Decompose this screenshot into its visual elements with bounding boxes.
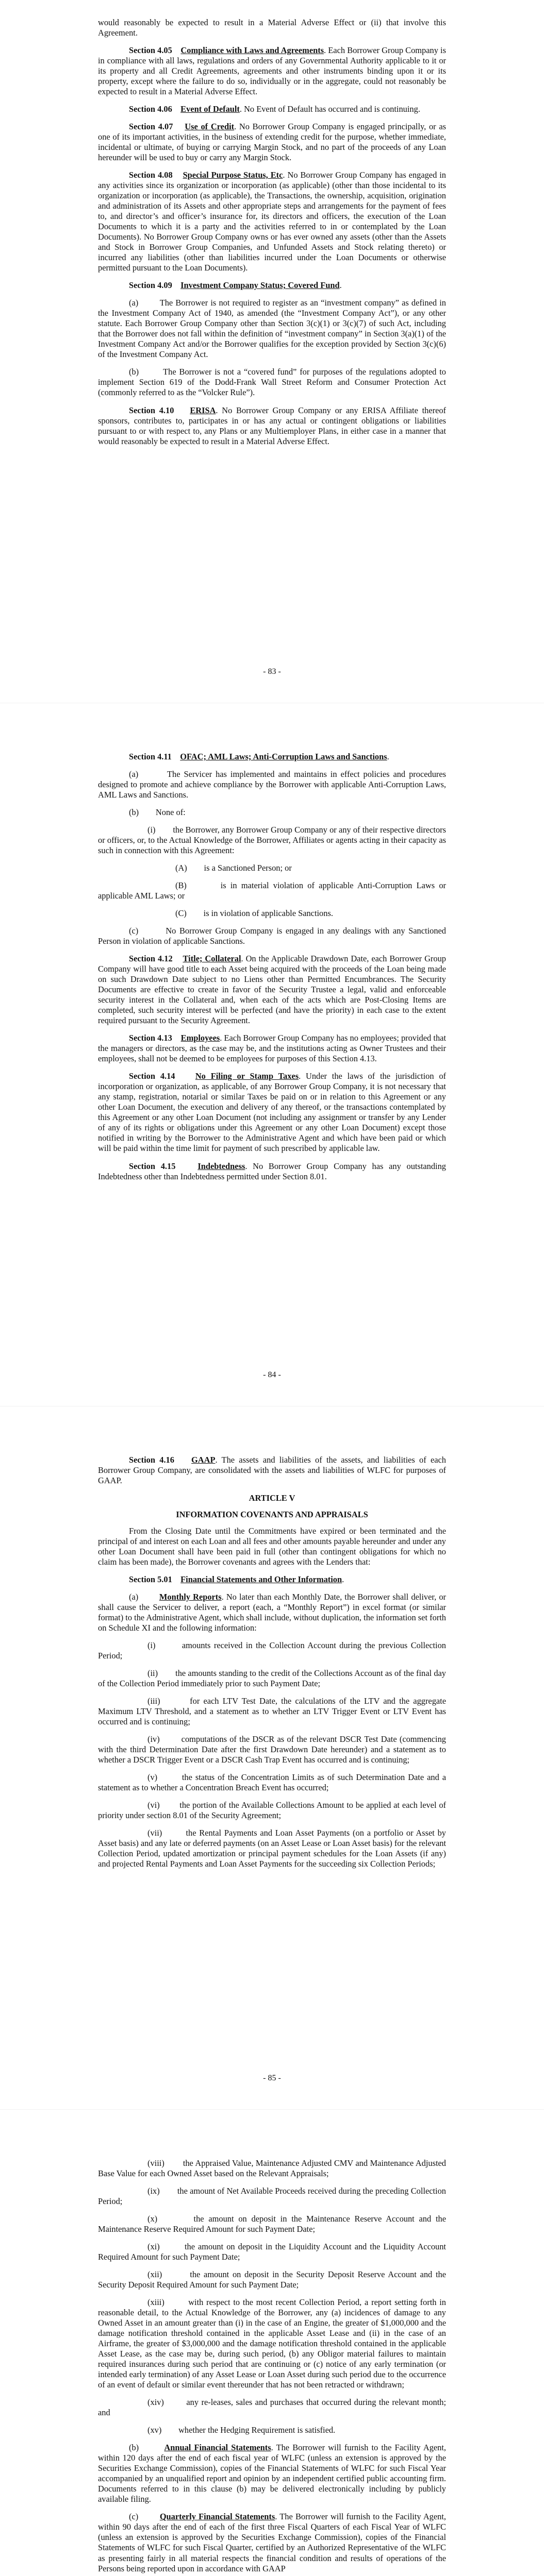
- clause-a: (a) The Borrower is not required to register as an “investment company” as defined in the Investment Company Act of 1940, as amended (the “Investment Company Act”), or any other statute. Each Borrower Group Company other than Section 3(c)(1) or 3(c)(7) of such Act, including that the Borrower does not fall within the definition of “investment company” in Section 3(a)(1) of the Investment Company Act and/or the Borrower qualifies for the exception provided by Section 3(c)(6) of the Investment Company Act.: [98, 298, 446, 360]
- subclause: (xv) whether the Hedging Requirement is satisfied.: [147, 2425, 336, 2435]
- paragraph: would reasonably be expected to result in a Material Adverse Effect or (ii) that involve this Agreement.: [98, 18, 446, 38]
- subclause: (i) the Borrower, any Borrower Group Company or any of their respective directors or officers, or, to the Actual Knowledge of the Borrower, Affiliates or agents acting in their capacity as such in connection with this Agreement:: [98, 825, 447, 856]
- section-4-10: Section 4.10 ERISA. No Borrower Group Company or any ERISA Affiliate thereof sponsors, contributes to, participates in or has any actual or contingent obligations or liabilities pursuant to or with respect to, any Plans or any Multiemployer Plans, in either case in a manner that would reasonably be expected to result in a Material Adverse Effect.: [98, 405, 447, 446]
- clause-c: (c) Quarterly Financial Statements. The Borrower will furnish to the Facility Agent, within 90 days after the end of each of the first three Fiscal Quarters of each Fiscal Year of WLFC (unless an extension is approved by the Securities Exchange Commission), copies of the Financial Statements of WLFC for such Fiscal Quarter, certified by an Authorized Representative of the WLFC as presenting fairly in all material respects the financial condition and results of operations of the Persons being reported upon in accordance with GAAP: [98, 2512, 446, 2573]
- subclause-item: (B) is in material violation of applicable Anti-Corruption Laws or applicable AML Laws; or: [98, 880, 447, 901]
- subclause: (iv) computations of the DSCR as of the relevant DSCR Test Date (commencing with the third Determination Date after the first Drawdown Date hereunder) and a statement as to whether a DSCR Trigger Event or a DSCR Cash Trap Event has occurred and is continuing;: [98, 1734, 446, 1765]
- section-4-16: Section 4.16 GAAP. The assets and liabilities of the assets, and liabilities of each Borrower Group Company, are consolidated with the assets and liabilities of WLFC for purposes of GAAP.: [98, 1455, 447, 1486]
- section-4-12: Section 4.12 Title; Collateral. On the Applicable Drawdown Date, each Borrower Group Company will have good title to each Asset being acquired with the proceeds of the Loan being made on such Drawdown Date subject to no Liens other than Permitted Encumbrances. The Security Documents are effective to create in favor of the Security Trustee a legal, valid and enforceable security interest in the Collateral and, when each of the acts which are Post-Closing Items are completed, such security interest will be perfected (and have the priority) in each case to the extent required pursuant to the Security Agreement.: [98, 954, 446, 1026]
- clause-a: (a) The Servicer has implemented and maintains in effect policies and procedures designed to promote and achieve compliance by the Borrower with applicable Anti-Corruption Laws, AML Laws and Sanctions.: [98, 769, 446, 800]
- article-heading: ARTICLE V: [249, 1493, 295, 1503]
- subclause: (vi) the portion of the Available Collections Amount to be applied at each level of priority under section 8.01 of the Security Agreement;: [98, 1800, 446, 1821]
- subclause: (i) amounts received in the Collection Account during the previous Collection Period;: [98, 1640, 446, 1661]
- section-4-05: Section 4.05 Compliance with Laws and Agreements. Each Borrower Group Company is in compliance with all laws, regulations and orders of any Governmental Authority applicable to it or its property and all Credit Agreements, agreements and other instruments binding upon it or its property, except where the failure to do so, individually or in the aggregate, could not reasonably be expected to result in a Material Adverse Effect.: [98, 45, 446, 97]
- section-4-09: Section 4.09 Investment Company Status; Covered Fund.: [129, 280, 342, 291]
- page-number: - 84 -: [263, 1370, 281, 1380]
- document-page: [0, 2110, 544, 2576]
- section-4-08: Section 4.08 Special Purpose Status, Etc. No Borrower Group Company has engaged in any activities since its organization or incorporation (as applicable) (other than those incidental to its organization or incorporation (as applicable), the Transactions, the ownership, acquisition, origination and administration of its Assets and other appropriate steps and arrangements for the payment of fees to, and director’s and officer’s insurance for, its directors and officers, the execution of the Loan Documents to which it is a party and the activities referred to in or contemplated by the Loan Documents). No Borrower Group Company owns or has ever owned any assets (other than the Assets and Stock in Borrower Group Companies, and Unfunded Assets and Stock relating thereto) or incurred any liabilities (other than liabilities incurred under the Loan Documents or otherwise permitted pursuant to the Loan Documents).: [98, 170, 446, 273]
- subclause: (vii) the Rental Payments and Loan Asset Payments (on a portfolio or Asset by Asset basis) and any late or deferred payments (on an Asset Lease or Loan Asset basis) for the relevant Collection Period, updated amortization or principal payment schedules for the Loan Assets (if any) and projected Rental Payments and Loan Asset Payments for the succeeding six Collection Periods;: [98, 1828, 446, 1869]
- document-page: [0, 0, 544, 703]
- section-4-07: Section 4.07 Use of Credit. No Borrower Group Company is engaged principally, or as one of its important activities, in the business of extending credit for the purpose, whether immediate, incidental or ultimate, of buying or carrying Margin Stock, and no part of the proceeds of any Loan hereunder will be used to buy or carry any Margin Stock.: [98, 122, 447, 163]
- page-number: - 83 -: [263, 667, 281, 676]
- article-title: INFORMATION COVENANTS AND APPRAISALS: [176, 1510, 368, 1520]
- section-4-15: Section 4.15 Indebtedness. No Borrower Group Company has any outstanding Indebtedness other than Indebtedness permitted under Section 8.01.: [98, 1161, 446, 1181]
- subclause: (x) the amount on deposit in the Maintenance Reserve Account and the Maintenance Reserve Required Amount for such Payment Date;: [98, 2214, 447, 2234]
- clause-c: (c) No Borrower Group Company is engaged in any dealings with any Sanctioned Person in violation of applicable Sanctions.: [98, 926, 447, 946]
- subclause: (v) the status of the Concentration Limits as of such Determination Date and a statement as to whether a Concentration Breach Event has occurred;: [98, 1772, 446, 1793]
- subclause: (viii) the Appraised Value, Maintenance Adjusted CMV and Maintenance Adjusted Base Value for each Owned Asset based on the Relevant Appraisals;: [98, 2158, 446, 2179]
- paragraph: From the Closing Date until the Commitments have expired or been terminated and the principal of and interest on each Loan and all fees and other amounts payable hereunder and under any other Loan Document shall have been paid in full (other than contingent obligations for which no claim has been made), the Borrower covenants and agrees with the Lenders that:: [98, 1526, 446, 1567]
- section-4-06: Section 4.06 Event of Default. No Event of Default has occurred and is continuing.: [129, 104, 420, 114]
- page-number: - 85 -: [263, 2074, 281, 2083]
- subclause: (ix) the amount of Net Available Proceeds received during the preceding Collection Period;: [98, 2186, 447, 2207]
- clause-b: (b) None of:: [129, 807, 186, 818]
- section-4-13: Section 4.13 Employees. Each Borrower Group Company has no employees; provided that the managers or directors, as the case may be, and the institutions acting as Owner Trustees and their employees, shall not be deemed to be employees for purposes of this Section 4.13.: [98, 1033, 446, 1064]
- clause-b: (b) Annual Financial Statements. The Borrower will furnish to the Facility Agent, within 120 days after the end of each fiscal year of WLFC (unless an extension is approved by the Securities Exchange Commission), copies of the Financial Statements of WLFC for such Fiscal Year accompanied by an unqualified report and opinion by an independent certified public accounting firm. Documents referred to in this clause (b) may be delivered electronically including by publicly available filing.: [98, 2443, 447, 2504]
- subclause-item: (A) is a Sanctioned Person; or: [175, 863, 292, 873]
- clause-a: (a) Monthly Reports. No later than each Monthly Date, the Borrower shall deliver, or shall cause the Servicer to deliver, a report (each, a “Monthly Report”) in excel format (or similar format) to the Administrative Agent, which shall include, without duplication, the information set forth on Schedule XI and the following information:: [98, 1592, 447, 1633]
- subclause: (iii) for each LTV Test Date, the calculations of the LTV and the aggregate Maximum LTV Threshold, and a statement as to whether an LTV Trigger Event or LTV Event has occurred and is continuing;: [98, 1696, 446, 1727]
- subclause: (ii) the amounts standing to the credit of the Collections Account as of the final day of the Collection Period immediately prior to such Payment Date;: [98, 1668, 447, 1689]
- document-page: [0, 703, 544, 1406]
- section-4-11: Section 4.11 OFAC; AML Laws; Anti-Corruption Laws and Sanctions.: [129, 752, 389, 761]
- subclause: (xiii) with respect to the most recent Collection Period, a report setting forth in reasonable detail, to the Actual Knowledge of the Borrower, any (a) incidences of damage to any Owned Asset in an amount greater than (i) in the case of an Engine, the greater of $1,000,000 and the damage notification threshold contained in the applicable Asset Lease and (ii) in the case of an Airframe, the greater of $3,000,000 and the damage notification threshold contained in the applicable Asset Lease, as the case may be, during such period, (b) any Obligor material failures to maintain required insurances during such period that are continuing or (c) notice of any early termination (or intended early termination) of any Asset Lease or Loan Asset during such period due to the occurrence of an event of default or similar event thereunder that has not been retracted or withdrawn;: [98, 2297, 446, 2390]
- subclause: (xii) the amount on deposit in the Security Deposit Reserve Account and the Security Deposit Required Amount for such Payment Date;: [98, 2269, 446, 2290]
- clause-b: (b) The Borrower is not a “covered fund” for purposes of the regulations adopted to implement Section 619 of the Dodd-Frank Wall Street Reform and Consumer Protection Act (commonly referred to as the “Volcker Rule”).: [98, 367, 447, 398]
- section-4-14: Section 4.14 No Filing or Stamp Taxes. Under the laws of the jurisdiction of incorporation or organization, as applicable, of any Borrower Group Company, it is not necessary that any stamp, registration, notarial or similar Taxes be paid on or in relation to this Agreement or any other Loan Document, the execution and delivery of any thereof, or the transactions contemplated by this Agreement or any other Loan Document (not including any assignment or transfer by any Lender of any of its rights or obligations under this Agreement or any other Loan Document) except those notified in writing by the Borrower to the Administrative Agent and which have been paid or which will be paid within the time limit for payment of such prescribed by applicable law.: [98, 1071, 447, 1154]
- subclause-item: (C) is in violation of applicable Sanctions.: [175, 908, 333, 919]
- document-page: [0, 1406, 544, 2110]
- subclause: (xiv) any re-leases, sales and purchases that occurred during the relevant month; and: [98, 2397, 447, 2418]
- subclause: (xi) the amount on deposit in the Liquidity Account and the Liquidity Account Required Amount for such Payment Date;: [98, 2242, 446, 2262]
- section-5-01: Section 5.01 Financial Statements and Other Information.: [129, 1574, 344, 1585]
